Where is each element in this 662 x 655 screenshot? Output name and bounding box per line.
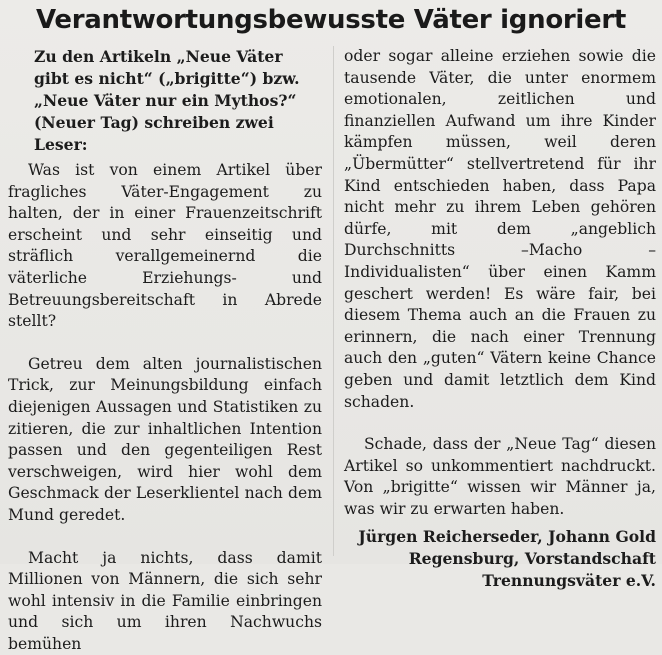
- signature-line: Regensburg, Vorstandschaft: [344, 548, 656, 570]
- article-column-right: [344, 46, 656, 591]
- signature-line: Trennungsväter e.V.: [344, 570, 656, 592]
- article-paragraph: Macht ja nichts, dass damit Millionen von Männern, die sich sehr wohl intensiv in die Familie einbringen und sich um ihren Nachwuchs bemühen: [8, 548, 322, 655]
- article-intro: Zu den Artikeln „Neue Väter gibt es nicht“ („brigitte“) bzw. „Neue Väter nur ein Mythos?“ (Neuer Tag) schreiben zwei Leser:: [8, 46, 322, 156]
- article-headline: Verantwortungsbewusste Väter ignoriert: [0, 2, 662, 38]
- article-paragraph: Was ist von einem Artikel über fragliches Väter-Engagement zu halten, der in einer Frauenzeitschrift erscheint und sehr einseitig und sträflich verallgemeinernd die väterliche Erziehungs- und Betreuungsbereitschaft in Abrede stellt?: [8, 160, 322, 333]
- signature-line: Jürgen Reicherseder, Johann Gold: [344, 526, 656, 548]
- column-divider: [333, 46, 334, 556]
- article-paragraph: Schade, dass der „Neue Tag“ diesen Artikel so unkommentiert nachdruckt. Von „brigitte“ wissen wir Männer ja, was wir zu erwarten haben.: [344, 434, 656, 520]
- letter-signature: [344, 526, 656, 591]
- article-paragraph: Getreu dem alten journalistischen Trick, zur Meinungsbildung einfach diejenigen Aussagen und Statistiken zu zitieren, die zur inhaltlichen Intention passen und den gegenteiligen Rest verschweigen, wird hier wohl dem Geschmack der Leserklientel nach dem Mund geredet.: [8, 354, 322, 527]
- article-paragraph: oder sogar alleine erziehen sowie die tausende Väter, die unter enormem emotionalen, zeitlichen und finanziellen Aufwand um ihre Kinder kämpfen müssen, weil deren „Übermütter“ stellvertretend für ihr Kind entschieden haben, dass Papa nicht mehr zu ihrem Leben gehören dürfe, mit dem „angeblich Durchschnitts –Macho –Individualisten“ über einen Kamm geschert werden! Es wäre fair, bei diesem Thema auch an die Frauen zu erinnern, die nach einer Trennung auch den „guten“ Vätern keine Chance geben und damit letztlich dem Kind schaden.: [344, 46, 656, 413]
